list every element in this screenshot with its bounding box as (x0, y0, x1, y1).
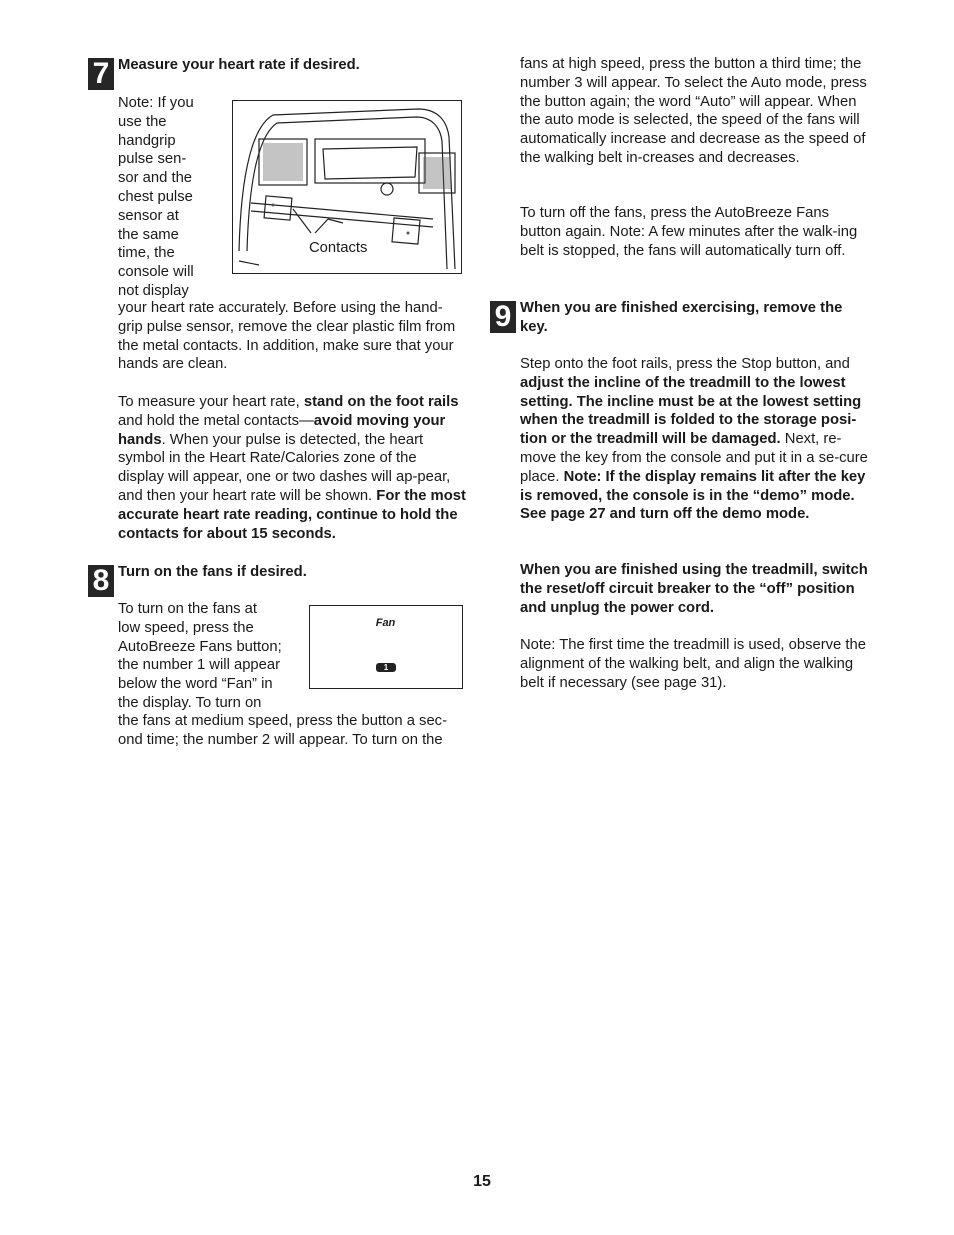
display-word-fan: Fan (375, 617, 396, 629)
fan-line: low speed, press the (118, 619, 254, 636)
measure-text: and hold the metal contacts— (118, 412, 314, 429)
fan-line: below the word “Fan” in (118, 676, 273, 693)
note-line: console will (118, 264, 194, 281)
fan-off-paragraph: To turn off the fans, press the AutoBreeze Fans button again. Note: A few minutes after the walk-ing belt is stopped, the fans will automatically turn off. (520, 205, 858, 259)
step7-note-continuation: your heart rate accurately. Before using the hand-grip pulse sensor, remove the clear plastic film from the metal contacts. In addition, make sure that your hands are clean. (118, 300, 456, 373)
console-contacts-figure (232, 100, 462, 274)
step9-paragraph-3: Note: The first time the treadmill is used, observe the alignment of the walking belt, and align the walking belt if necessary (see page 31). (520, 637, 866, 691)
step9-paragraph-1 (520, 355, 870, 524)
note-line: handgrip (118, 132, 176, 149)
step9-text: Next, re-move the key from the console and put it in a se-cure place. (520, 431, 868, 485)
display-value-badge: 1 (376, 663, 396, 672)
step9-text: Step onto the foot rails, press the Stop button, and (520, 356, 850, 372)
step9-emphasis: adjust the incline of the treadmill to the lowest setting. The incline must be at the lowest setting when the treadmill is folded to the storage posi-tion or the treadmill will be damaged. (520, 374, 862, 448)
step8-fan-continuation: the fans at medium speed, press the button a sec-ond time; the number 2 will appear. To turn on the (118, 713, 448, 748)
step7-heading: Measure your heart rate if desired. (118, 57, 360, 73)
measure-text: . When your pulse is detected, the heart symbol in the Heart Rate/Calories zone of the display will appear, one or two dashes will ap-pear, and then your heart rate will be shown. (118, 431, 451, 504)
figure-label-contacts: Contacts (309, 240, 368, 256)
note-line: time, the (118, 245, 175, 262)
note-line: sor and the (118, 170, 193, 187)
note-line: not display (118, 282, 189, 299)
note-line: sensor at (118, 207, 179, 224)
measure-emphasis: For the most accurate heart rate reading, continue to hold the contacts for about 15 seconds. (118, 487, 466, 542)
fan-speed-continuation: fans at high speed, press the button a third time; the number 3 will appear. To select the Auto mode, press the button again; the word “Auto” will appear. When the auto mode is selected, the speed of the fans will automatically increase and decrease as the speed of the walking belt in-creases and decreases. (520, 56, 867, 166)
fan-line: the display. To turn on (118, 694, 262, 711)
fan-line: To turn on the fans at (118, 601, 258, 617)
step7-measure-paragraph (118, 393, 466, 543)
measure-emphasis: avoid moving your hands (118, 412, 446, 448)
step-number-9: 9 (490, 301, 516, 333)
note-line: pulse sen- (118, 151, 187, 168)
step8-heading: Turn on the fans if desired. (118, 564, 307, 580)
step-number-7: 7 (88, 58, 114, 90)
note-line: Note: If you (118, 95, 194, 111)
note-line: the same (118, 226, 179, 243)
step9-emphasis: Note: If the display remains lit after the key is removed, the console is in the “demo” mode. See page 27 and turn off the demo mode. (520, 468, 866, 523)
fan-line: the number 1 will appear (118, 657, 281, 674)
step9-heading: When you are finished exercising, remove the key. (520, 300, 843, 335)
page-number: 15 (473, 1173, 491, 1190)
note-line: use the (118, 113, 167, 130)
step-number-8: 8 (88, 565, 114, 597)
measure-emphasis: stand on the foot rails (303, 394, 459, 410)
fan-line: AutoBreeze Fans button; (118, 638, 282, 655)
step9-paragraph-2: When you are finished using the treadmill, switch the reset/off circuit breaker to the “off” position and unplug the power cord. (520, 562, 868, 616)
step8-fan-lines (118, 600, 308, 713)
fan-display-figure (309, 605, 463, 689)
note-line: chest pulse (118, 188, 193, 205)
step7-note-lines (118, 94, 228, 301)
measure-text: To measure your heart rate, (118, 394, 304, 410)
